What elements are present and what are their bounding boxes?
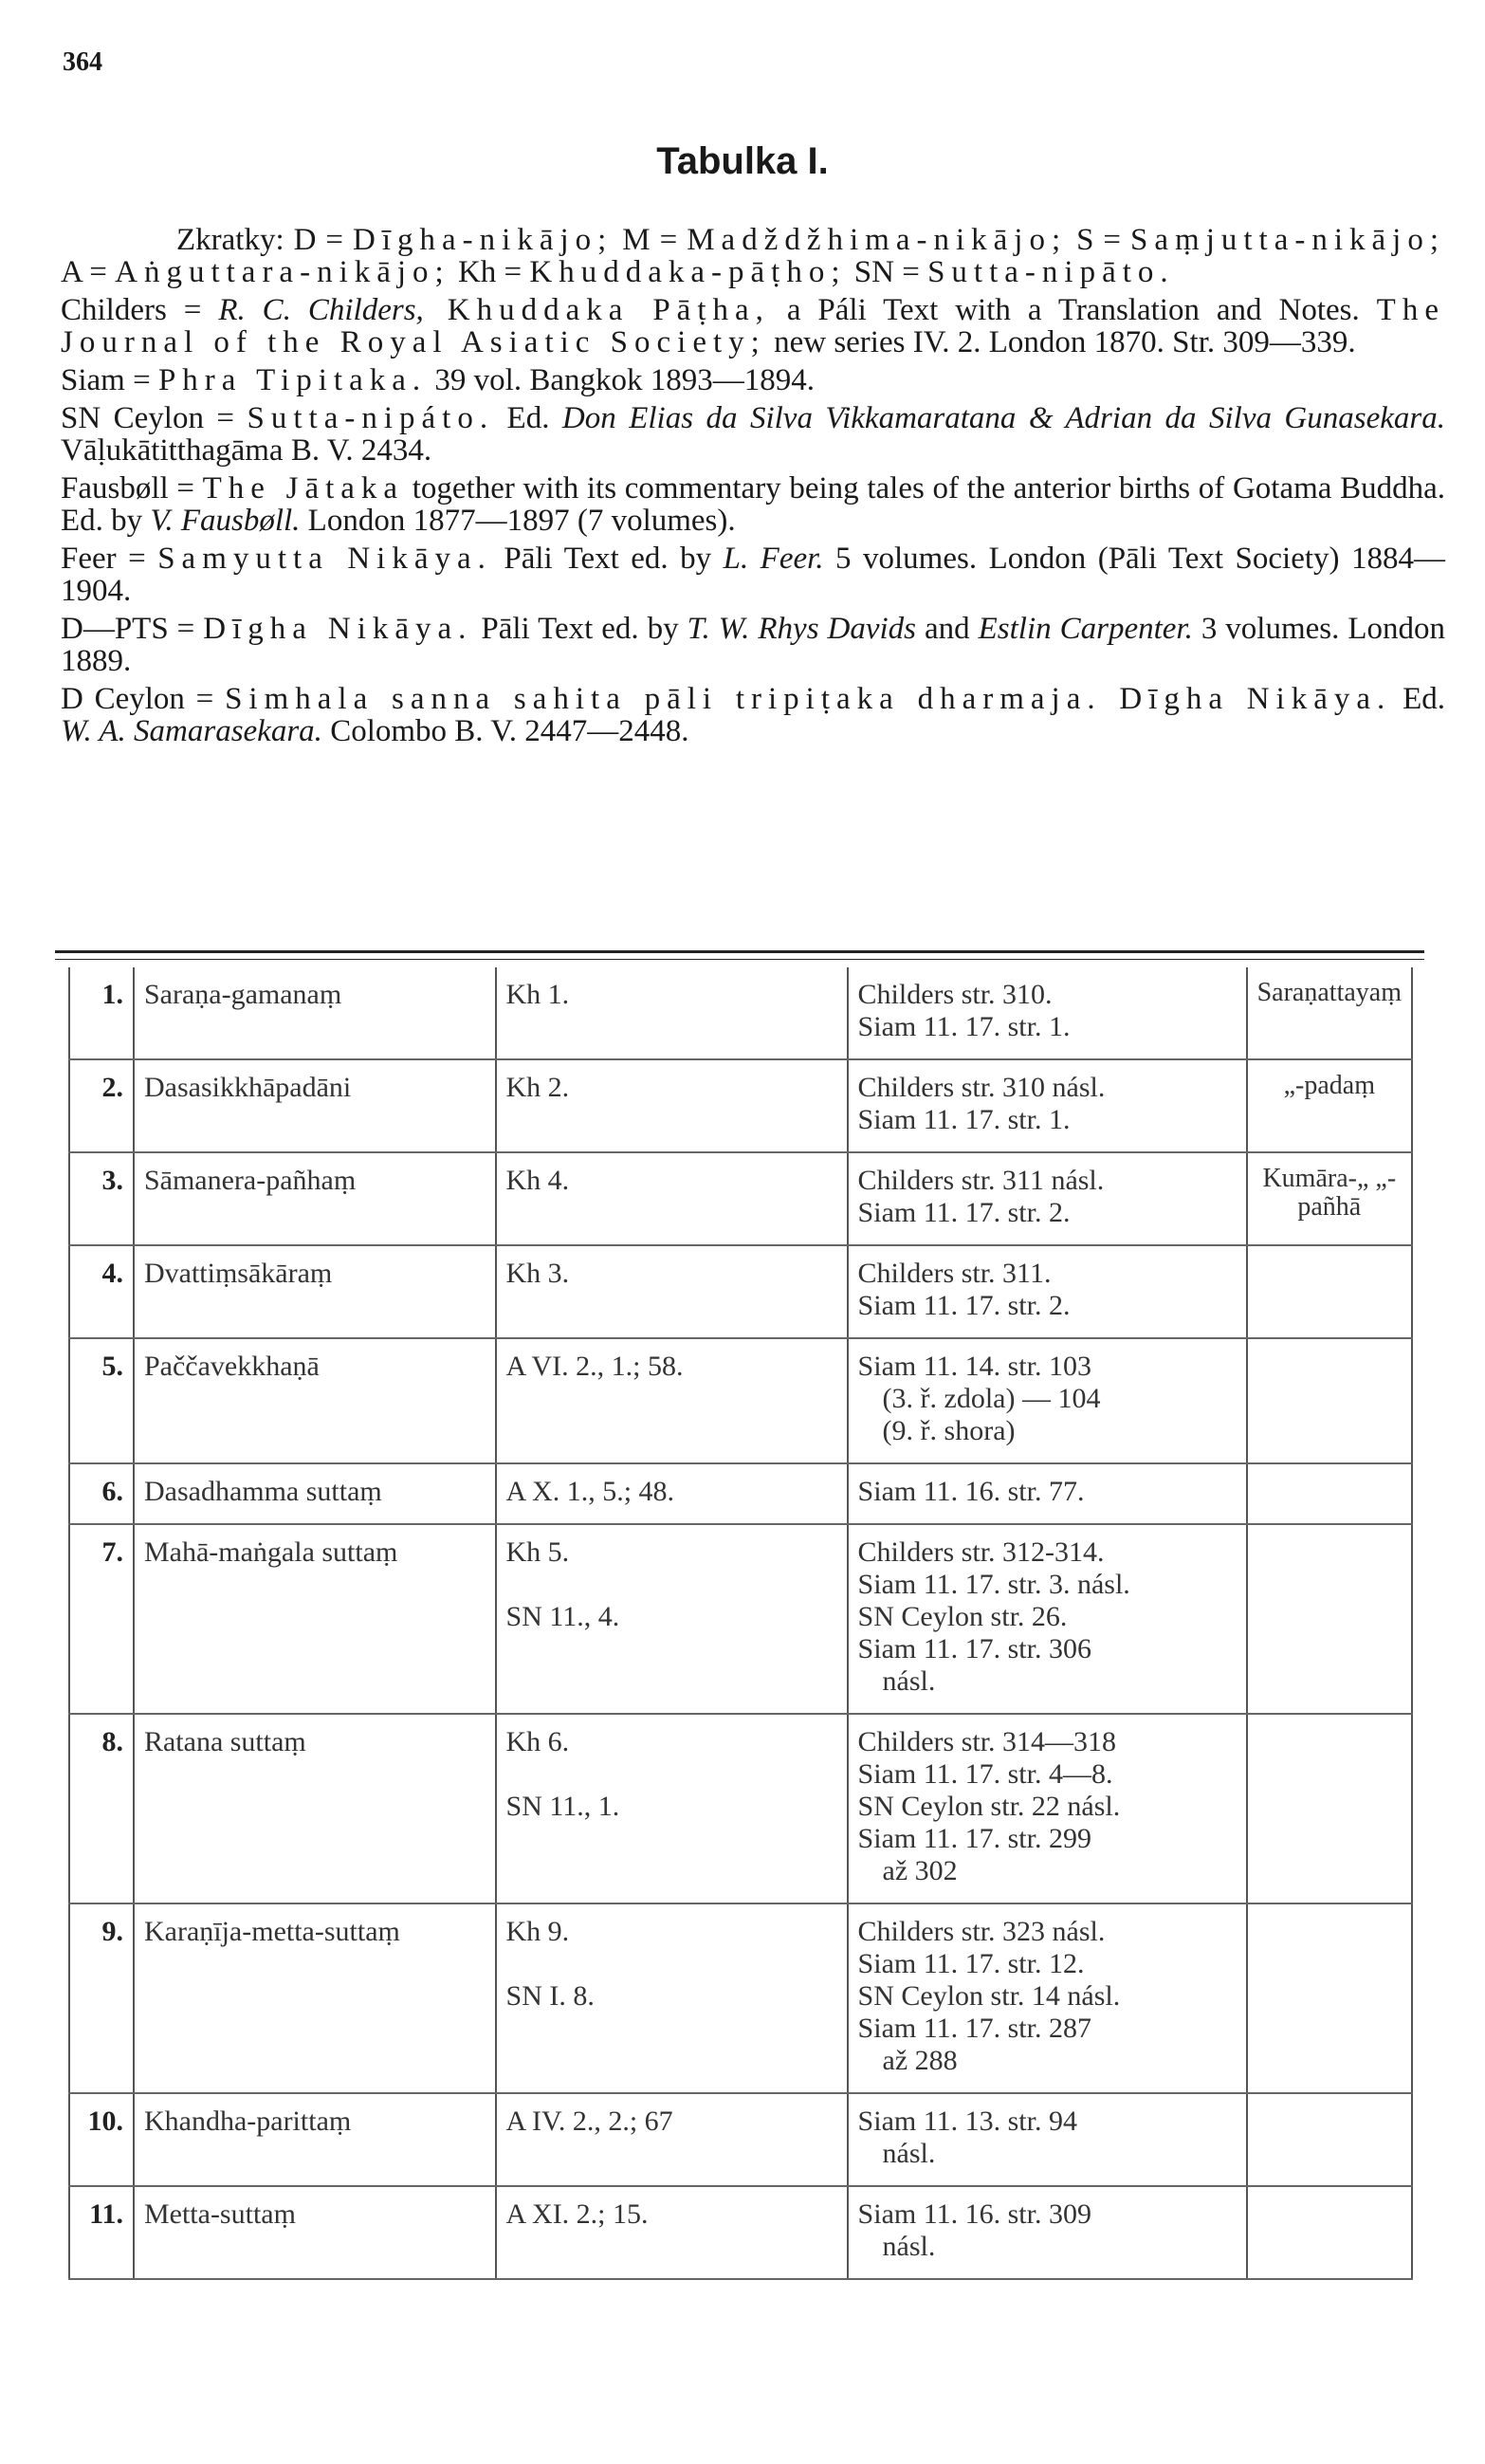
source-line: SN 11., 1. bbox=[505, 1791, 620, 1822]
row-references bbox=[848, 1463, 1247, 1524]
reference-line: Siam 11. 17. str. 3. násl. bbox=[857, 1569, 1130, 1600]
row-sources bbox=[496, 2093, 848, 2186]
reference-line: SN Ceylon str. 26. bbox=[857, 1601, 1068, 1632]
reference-line: SN Ceylon str. 14 násl. bbox=[857, 1980, 1121, 2012]
page-number: 364 bbox=[63, 47, 102, 77]
row-note bbox=[1247, 1903, 1412, 2093]
row-sources bbox=[496, 1338, 848, 1463]
abbreviation-siam: Siam = Phra Tipitaka. 39 vol. Bangkok 1893—1894. bbox=[61, 363, 815, 397]
reference-line: Siam 11. 17. str. 287 bbox=[857, 2013, 1091, 2044]
row-number: 4. bbox=[69, 1245, 134, 1338]
table-row bbox=[69, 1059, 1412, 1152]
row-number: 2. bbox=[69, 1059, 134, 1152]
row-number: 5. bbox=[69, 1338, 134, 1463]
row-sources bbox=[496, 1463, 848, 1524]
reference-line: Siam 11. 17. str. 2. bbox=[857, 1290, 1071, 1321]
abbreviation-d-pts: D—PTS = Dīgha Nikāya. Pāli Text ed. by T. W. Rhys Davids and Estlin Carpenter. 3 volumes. London 1889. bbox=[61, 612, 1445, 678]
table-row bbox=[69, 1524, 1412, 1714]
table-row bbox=[69, 1338, 1412, 1463]
row-references bbox=[848, 1338, 1247, 1463]
row-references bbox=[848, 1714, 1247, 1903]
row-note bbox=[1247, 1338, 1412, 1463]
page-title: Tabulka I. bbox=[656, 140, 829, 182]
row-sources bbox=[496, 967, 848, 1059]
table-top-rule bbox=[55, 950, 1424, 960]
row-title: Ratana suttaṃ bbox=[134, 1714, 496, 1903]
reference-line: Childers str. 310. bbox=[857, 979, 1053, 1010]
source-line: Kh 6. bbox=[505, 1726, 570, 1757]
row-title: Dasasikkhāpadāni bbox=[134, 1059, 496, 1152]
row-number: 1. bbox=[69, 967, 134, 1059]
abbreviation-childers: Childers = R. C. Childers, Khuddaka Pāṭha, a Páli Text with a Translation and Notes. The Journal of the Royal Asiatic Society; new series IV. 2. London 1870. Str. 309—339. bbox=[61, 293, 1445, 359]
reference-line: násl. bbox=[882, 2231, 936, 2262]
row-note bbox=[1247, 1714, 1412, 1903]
row-sources bbox=[496, 1524, 848, 1714]
reference-line: SN Ceylon str. 22 násl. bbox=[857, 1791, 1121, 1822]
reference-line: (3. ř. zdola) — 104 bbox=[882, 1383, 1101, 1414]
row-references bbox=[848, 2186, 1247, 2279]
row-sources bbox=[496, 2186, 848, 2279]
row-title: Saraṇa-gamanaṃ bbox=[134, 967, 496, 1059]
row-number: 3. bbox=[69, 1152, 134, 1245]
row-number: 6. bbox=[69, 1463, 134, 1524]
row-sources bbox=[496, 1245, 848, 1338]
reference-line: Siam 11. 16. str. 309 bbox=[857, 2198, 1091, 2230]
row-references bbox=[848, 1524, 1247, 1714]
row-title: Sāmanera-pañhaṃ bbox=[134, 1152, 496, 1245]
source-line: Kh 5. bbox=[505, 1536, 570, 1568]
source-gap bbox=[506, 1569, 837, 1601]
row-references bbox=[848, 2093, 1247, 2186]
sutta-table bbox=[68, 967, 1413, 2280]
reference-line: Siam 11. 17. str. 12. bbox=[857, 1948, 1085, 1979]
table-row bbox=[69, 1463, 1412, 1524]
row-title: Khandha-parittaṃ bbox=[134, 2093, 496, 2186]
reference-line: Childers str. 323 násl. bbox=[857, 1916, 1106, 1947]
source-gap bbox=[506, 1758, 837, 1791]
source-line: Kh 4. bbox=[505, 1165, 570, 1196]
source-line: Kh 3. bbox=[505, 1258, 570, 1289]
row-note: Saraṇattayaṃ bbox=[1247, 967, 1412, 1059]
row-sources bbox=[496, 1059, 848, 1152]
row-note: Kumāra-„ „-pañhā bbox=[1247, 1152, 1412, 1245]
source-line: A VI. 2., 1.; 58. bbox=[505, 1351, 684, 1382]
reference-line: Childers str. 314—318 bbox=[857, 1726, 1117, 1757]
row-title: Mahā-maṅgala suttaṃ bbox=[134, 1524, 496, 1714]
reference-line: až 302 bbox=[882, 1855, 958, 1886]
row-number: 7. bbox=[69, 1524, 134, 1714]
row-note bbox=[1247, 2093, 1412, 2186]
table-body bbox=[69, 967, 1412, 2279]
source-line: SN I. 8. bbox=[505, 1980, 595, 2012]
source-line: A IV. 2., 2.; 67 bbox=[505, 2105, 673, 2137]
row-number: 11. bbox=[69, 2186, 134, 2279]
reference-line: Childers str. 312-314. bbox=[857, 1536, 1105, 1568]
table-row bbox=[69, 967, 1412, 1059]
table-row bbox=[69, 2093, 1412, 2186]
row-title: Paččavekkhaṇā bbox=[134, 1338, 496, 1463]
reference-line: Childers str. 310 násl. bbox=[857, 1072, 1106, 1103]
reference-line: Siam 11. 17. str. 4—8. bbox=[857, 1758, 1113, 1790]
reference-line: Childers str. 311. bbox=[857, 1258, 1052, 1289]
reference-line: Childers str. 311 násl. bbox=[857, 1165, 1105, 1196]
row-title: Dvattiṃsākāraṃ bbox=[134, 1245, 496, 1338]
row-title: Karaṇīja-metta-suttaṃ bbox=[134, 1903, 496, 2093]
row-references bbox=[848, 1152, 1247, 1245]
row-sources bbox=[496, 1152, 848, 1245]
source-line: Kh 9. bbox=[505, 1916, 570, 1947]
row-note bbox=[1247, 2186, 1412, 2279]
table-row bbox=[69, 2186, 1412, 2279]
row-sources bbox=[496, 1903, 848, 2093]
row-title: Metta-suttaṃ bbox=[134, 2186, 496, 2279]
reference-line: až 288 bbox=[882, 2045, 958, 2076]
row-note bbox=[1247, 1463, 1412, 1524]
row-note bbox=[1247, 1245, 1412, 1338]
table-row bbox=[69, 1714, 1412, 1903]
row-sources bbox=[496, 1714, 848, 1903]
row-references bbox=[848, 1245, 1247, 1338]
reference-line: (9. ř. shora) bbox=[882, 1415, 1016, 1446]
reference-line: Siam 11. 17. str. 299 bbox=[857, 1823, 1091, 1854]
source-gap bbox=[506, 1948, 837, 1980]
abbreviation-feer: Feer = Samyutta Nikāya. Pāli Text ed. by L. Feer. 5 volumes. London (Pāli Text Society) 1884—1904. bbox=[61, 542, 1446, 608]
reference-line: násl. bbox=[882, 2138, 936, 2169]
reference-line: Siam 11. 17. str. 1. bbox=[857, 1011, 1071, 1042]
table-row bbox=[69, 1903, 1412, 2093]
source-line: Kh 1. bbox=[505, 979, 570, 1010]
abbreviations-main: Zkratky: D = Dīgha-nikājo; M = Madždžhima-nikājo; S = Saṃjutta-nikājo; A = Aṅguttara-nikājo; Kh = Khuddaka-pāṭho; SN = Sutta-nipāto. bbox=[61, 223, 1445, 289]
row-references bbox=[848, 1059, 1247, 1152]
table-row bbox=[69, 1245, 1412, 1338]
reference-line: Siam 11. 14. str. 103 bbox=[857, 1351, 1091, 1382]
row-number: 8. bbox=[69, 1714, 134, 1903]
row-note bbox=[1247, 1524, 1412, 1714]
reference-line: Siam 11. 17. str. 306 bbox=[857, 1633, 1091, 1664]
abbreviations-block bbox=[61, 224, 1445, 753]
row-references bbox=[848, 1903, 1247, 2093]
abbreviation-fausboll: Fausbøll = The Jātaka together with its commentary being tales of the anterior births of Gotama Buddha. Ed. by V. Fausbøll. London 1877—1897 (7 volumes). bbox=[61, 471, 1445, 538]
source-line: A X. 1., 5.; 48. bbox=[505, 1476, 675, 1507]
reference-line: Siam 11. 17. str. 2. bbox=[857, 1197, 1071, 1228]
reference-line: Siam 11. 17. str. 1. bbox=[857, 1104, 1071, 1135]
row-note: „-padaṃ bbox=[1247, 1059, 1412, 1152]
row-number: 10. bbox=[69, 2093, 134, 2186]
abbreviation-sn-ceylon: SN Ceylon = Sutta-nipáto. Ed. Don Elias da Silva Vikkamaratana & Adrian da Silva Gunasekara. Vāḷukātitthagāma B. V. 2434. bbox=[61, 401, 1445, 468]
source-line: Kh 2. bbox=[505, 1072, 570, 1103]
reference-line: Siam 11. 13. str. 94 bbox=[857, 2105, 1077, 2137]
abbreviation-d-ceylon: D Ceylon = Simhala sanna sahita pāli tripiṭaka dharmaja. Dīgha Nikāya. Ed. W. A. Samarasekara. Colombo B. V. 2447—2448. bbox=[61, 682, 1445, 748]
row-references bbox=[848, 967, 1247, 1059]
reference-line: Siam 11. 16. str. 77. bbox=[857, 1476, 1085, 1507]
row-number: 9. bbox=[69, 1903, 134, 2093]
reference-line: násl. bbox=[882, 1665, 936, 1697]
source-line: SN 11., 4. bbox=[505, 1601, 620, 1632]
row-title: Dasadhamma suttaṃ bbox=[134, 1463, 496, 1524]
table-row bbox=[69, 1152, 1412, 1245]
source-line: A XI. 2.; 15. bbox=[505, 2198, 649, 2230]
